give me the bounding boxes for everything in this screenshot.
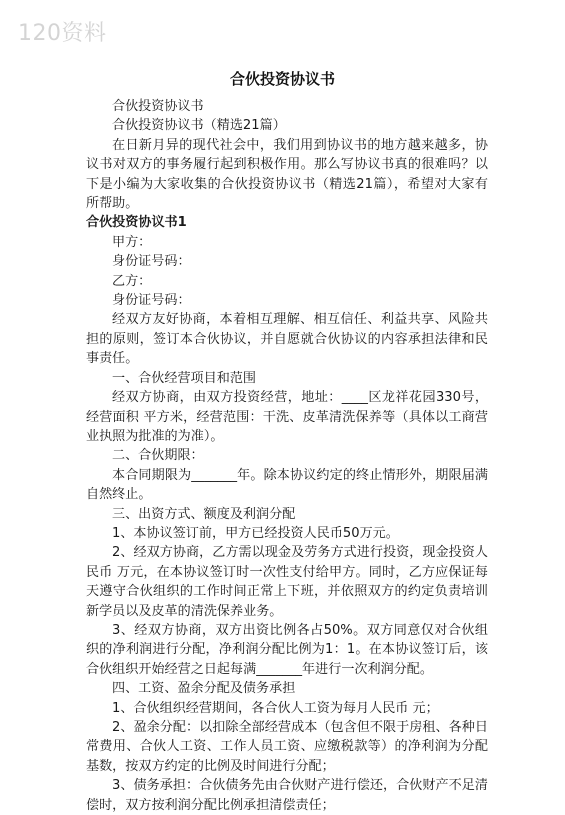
paragraph: 身份证号码：	[112, 254, 191, 270]
paragraph: 本合同期限为_______年。除本协议约定的终止情形外，期限届满自然终止。	[86, 467, 488, 503]
paragraph: 乙方：	[112, 273, 152, 289]
paragraph: 四、工资、盈余分配及债务承担	[112, 681, 296, 697]
paragraph: 3、经双方协商，双方出资比例各占50%。双方同意仅对合伙组织的净利润进行分配，净利润分配比例为1：1。在本协议签订后，该合伙组织开始经营之日起每满_______年进行一次利润分配。	[86, 622, 488, 677]
watermark-logo: 120资料	[18, 21, 107, 46]
paragraph: 2、经双方协商，乙方需以现金及劳务方式进行投资，现金投资人民币 万元，在本协议签订时一次性支付给甲方。同时，乙方应保证每天遵守合伙组织的工作时间正常上下班，并依照双方的约定负责培训新学员以及皮革的清洗保养业务。	[86, 545, 488, 619]
paragraph: 三、出资方式、额度及利润分配	[112, 506, 296, 522]
paragraph: 经双方友好协商，本着相互理解、相互信任、利益共享、风险共担的原则，签订本合伙协议，并自愿就合伙协议的内容承担法律和民事责任。	[86, 312, 488, 367]
paragraph: 甲方：	[112, 234, 152, 250]
paragraph: 身份证号码：	[112, 293, 191, 309]
paragraph: 合伙投资协议书	[112, 99, 204, 114]
document-title: 合伙投资协议书	[229, 70, 335, 88]
paragraph: 1、合伙组织经营期间，各合伙人工资为每月人民币 元；	[112, 700, 439, 716]
paragraph: 1、本协议签订前，甲方已经投资人民币50万元。	[112, 525, 399, 541]
paragraph: 在日新月异的现代社会中，我们用到协议书的地方越来越多，协议书对双方的事务履行起到积极作用。那么写协议书真的很难吗？以下是小编为大家收集的合伙投资协议书（精选21篇），希望对大家有所帮助。	[86, 137, 488, 212]
paragraph: 2、盈余分配：以扣除全部经营成本（包含但不限于房租、各种日常费用、合伙人工资、工作人员工资、应缴税款等）的净利润为分配基数，按双方约定的比例及时间进行分配；	[86, 720, 488, 774]
paragraph: 二、合伙期限：	[112, 448, 204, 464]
paragraph: 一、合伙经营项目和范围	[112, 370, 257, 386]
section-heading: 合伙投资协议书1	[86, 215, 187, 231]
paragraph: 合伙投资协议书（精选21篇）	[112, 118, 286, 134]
paragraph: 3、债务承担：合伙债务先由合伙财产进行偿还，合伙财产不足清偿时，双方按利润分配比例承担清偿责任；	[86, 778, 488, 813]
paragraph: 经双方协商，由双方投资经营，地址：____区龙祥花园330号，经营面积 平方米，经营范围：干洗、皮革清洗保养等（具体以工商营业执照为批准的为准）。	[86, 390, 488, 444]
document-body	[86, 97, 488, 815]
